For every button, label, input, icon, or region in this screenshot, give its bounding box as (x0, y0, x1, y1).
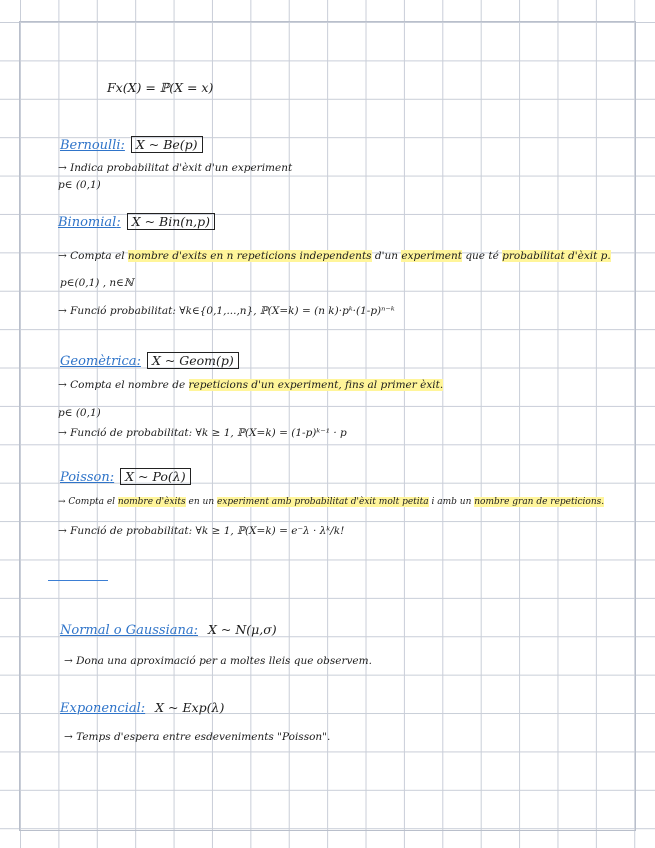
poisson-desc-highlight: experiment amb probabilitat d'èxit molt petita (217, 497, 429, 507)
normal-description: → Dona una aproximació per a moltes lleis que observem. (64, 655, 372, 667)
binomial-desc-highlight: experiment (401, 250, 462, 262)
exponencial-notation: X ~ Exp(λ) (155, 700, 225, 715)
separator-line (48, 580, 108, 581)
bernoulli-parameter: p∈ (0,1) (58, 179, 101, 191)
bernoulli-description: → Indica probabilitat d'èxit d'un experiment (58, 162, 293, 174)
exponencial-colon: : (140, 701, 146, 716)
normal-title: Normal o Gaussiana (60, 623, 194, 638)
poisson-title: Poisson (60, 470, 110, 485)
poisson-desc-part: → Compta el (58, 497, 118, 507)
binomial-desc-part: d'un (371, 250, 402, 262)
geometrica-parameter: p∈ (0,1) (58, 407, 101, 419)
poisson-heading (60, 466, 191, 485)
exponencial-heading (60, 697, 224, 716)
geometrica-title: Geomètrica (60, 354, 137, 369)
cdf-formula: Fx(X) = ℙ(X = x) (107, 80, 214, 95)
exponencial-title: Exponencial (60, 701, 141, 716)
binomial-colon: : (116, 215, 121, 230)
poisson-desc-part: i amb un (428, 497, 475, 507)
geometrica-description (58, 379, 443, 391)
poisson-notation-box: X ~ Po(λ) (120, 468, 190, 485)
bernoulli-colon: : (120, 138, 125, 153)
geometrica-heading (60, 350, 239, 369)
normal-notation: X ~ N(μ,σ) (208, 622, 277, 637)
bernoulli-heading (60, 134, 203, 153)
binomial-pmf: → Funció probabilitat: ∀k∈{0,1,...,n}, ℙ(X=k) = (n k)·pᵏ·(1-p)ⁿ⁻ᵏ (58, 305, 395, 317)
binomial-desc-highlight: probabilitat d'èxit p. (502, 250, 611, 262)
poisson-desc-highlight: nombre d'èxits (117, 497, 186, 507)
normal-colon: : (193, 623, 199, 638)
bernoulli-notation-box: X ~ Be(p) (131, 136, 203, 153)
binomial-desc-part: que té (461, 250, 503, 262)
poisson-desc-part: en un (185, 497, 217, 507)
poisson-desc-highlight: nombre gran de repeticions. (474, 497, 605, 507)
poisson-colon: : (109, 470, 115, 485)
geometrica-colon: : (136, 354, 141, 369)
binomial-parameters: p∈(0,1) , n∈ℕ (60, 277, 134, 289)
binomial-notation-box: X ~ Bin(n,p) (127, 213, 215, 230)
geometrica-desc-part: → Compta el nombre de (58, 379, 189, 391)
bernoulli-title: Bernoulli (60, 138, 121, 153)
exponencial-description: → Temps d'espera entre esdeveniments "Poisson". (64, 731, 331, 743)
binomial-desc-highlight: nombre d'exits en n repeticions independents (127, 250, 372, 262)
geometrica-notation-box: X ~ Geom(p) (147, 352, 239, 369)
binomial-desc-part: → Compta el (58, 250, 128, 262)
poisson-description (58, 497, 604, 507)
geometrica-desc-highlight: repeticions d'un experiment, fins al primer èxit. (188, 379, 444, 391)
poisson-pmf: → Funció de probabilitat: ∀k ≥ 1, ℙ(X=k) = e⁻λ · λᵏ/k! (58, 525, 345, 537)
binomial-title: Binomial (58, 215, 117, 230)
binomial-heading (58, 211, 215, 230)
binomial-description (58, 250, 611, 262)
normal-heading (60, 619, 277, 638)
geometrica-pmf: → Funció de probabilitat: ∀k ≥ 1, ℙ(X=k) = (1-p)ᵏ⁻¹ · p (58, 427, 347, 439)
